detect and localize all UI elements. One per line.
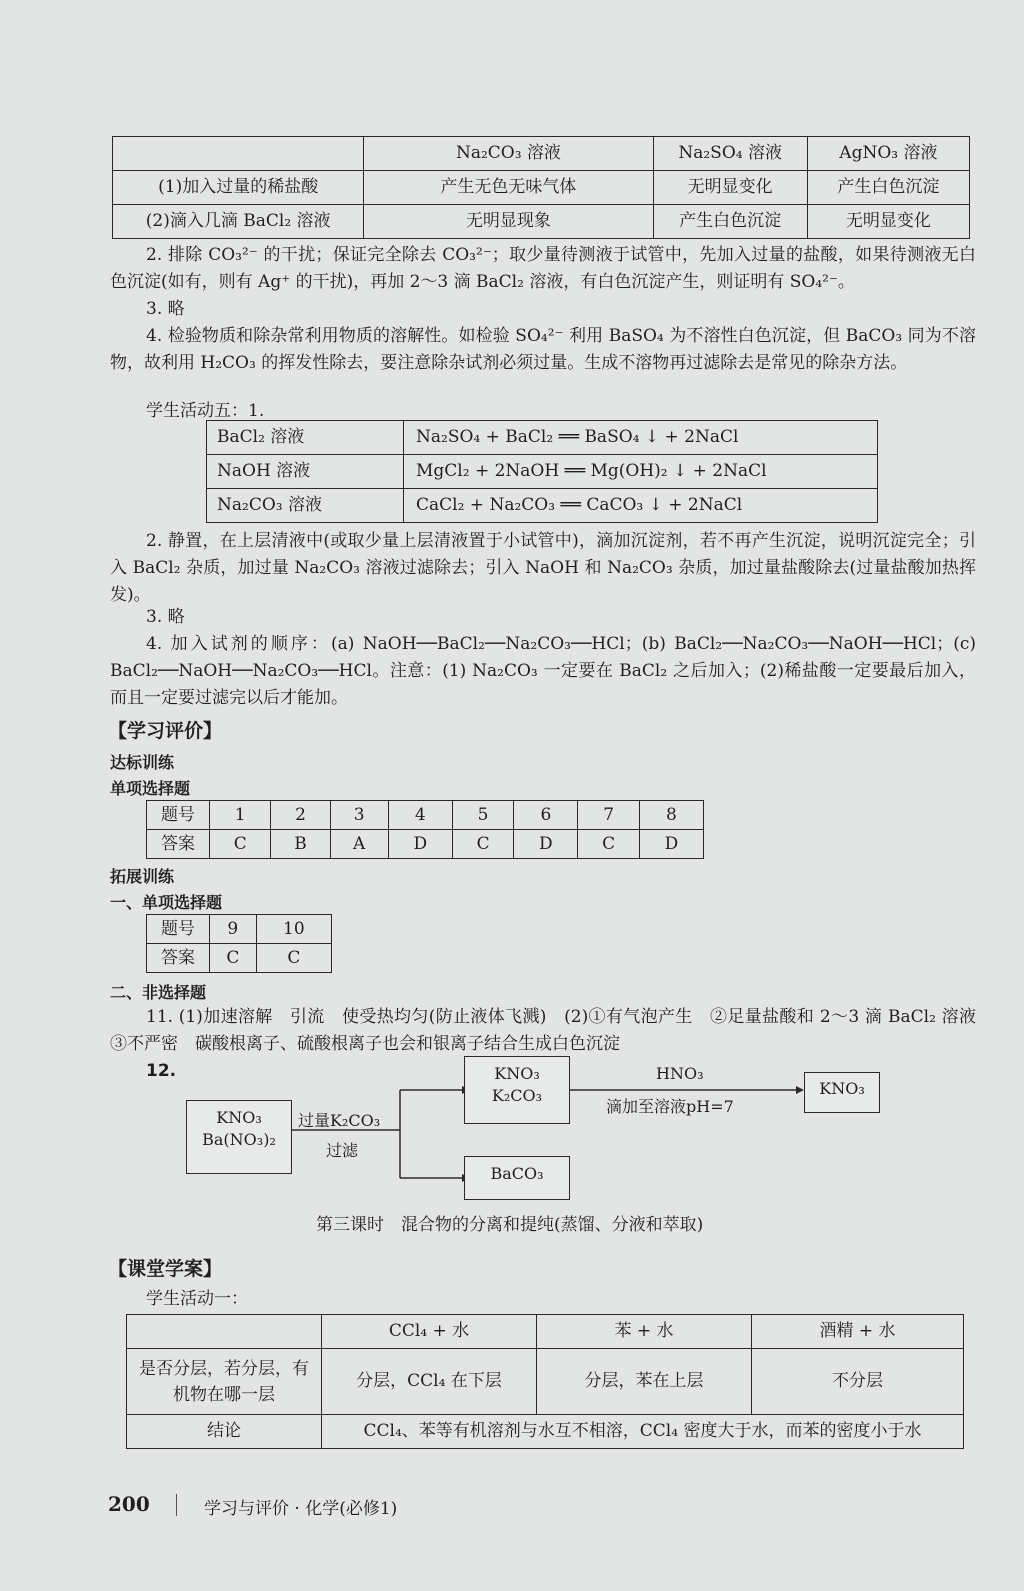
- table-cell: D: [388, 830, 452, 859]
- table-header-cell: 苯 + 水: [537, 1315, 752, 1349]
- table-cell: 答案: [147, 944, 210, 973]
- answer-q11: 11. (1)加速溶解 引流 使受热均匀(防止液体飞溅) (2)①有气泡产生 ②足量盐酸和 2～3 滴 BaCl₂ 溶液 ③不严密 碳酸根离子、硫酸根离子也会和银离子结合生成白色沉淀: [110, 1007, 993, 1054]
- table-cell: 6: [514, 801, 578, 830]
- table-cell: 7: [578, 801, 639, 830]
- table-cell: 分层，苯在上层: [537, 1349, 752, 1415]
- table-header-cell: Na₂SO₄ 溶液: [653, 137, 807, 171]
- activity-1-label: 学生活动一：: [146, 1289, 248, 1309]
- table-cell: 分层，CCl₄ 在下层: [322, 1349, 537, 1415]
- table-cell: (1)加入过量的稀盐酸: [113, 171, 364, 205]
- table-cell: 3: [330, 801, 388, 830]
- table-cell: CCl₄、苯等有机溶剂与水互不相溶，CCl₄ 密度大于水，而苯的密度小于水: [322, 1415, 964, 1449]
- answer-q2: 2. 静置，在上层清液中(或取少量上层清液置于小试管中)，滴加沉淀剂，若不再产生沉淀，说明沉淀完全；引入 BaCl₂ 杂质，加过量 Na₂CO₃ 溶液过滤除去；引入 NaOH 和 Na₂CO₃ 杂质，加过量盐酸除去(过量盐酸加热挥发)。: [110, 531, 976, 605]
- acid-note: 滴加至溶液pH=7: [606, 1097, 734, 1116]
- table-cell: 答案: [147, 830, 210, 859]
- start-line-1: KNO₃: [216, 1108, 262, 1127]
- start-mixture-box: [186, 1100, 292, 1174]
- table-cell: 不分层: [752, 1349, 964, 1415]
- table-cell: C: [452, 830, 513, 859]
- answer-paragraph-2: 2. 排除 CO₃²⁻ 的干扰；保证完全除去 CO₃²⁻；取少量待测液于试管中，先加入过量的盐酸，如果待测液无白色沉淀(如有，则有 Ag⁺ 的干扰)，再加 2～3 滴 BaCl₂ 溶液，有白色沉淀产生，则证明有 SO₄²⁻。: [110, 245, 976, 292]
- answer-q4: 4. 加入试剂的顺序：(a) NaOH──BaCl₂──Na₂CO₃──HCl；(b) BaCl₂──Na₂CO₃──NaOH──HCl；(c) BaCl₂──NaOH──Na₂CO₃──HCl。注意：(1) Na₂CO₃ 一定要在 BaCl₂ 之后加入；(2)稀盐酸一定要最后加入，而且一定要过滤完以后才能加。: [110, 634, 976, 708]
- activity-5-label: 学生活动五：1.: [146, 401, 265, 421]
- table-cell: 无明显变化: [807, 205, 969, 239]
- table-cell: 2: [271, 801, 330, 830]
- table-row-label: 是否分层，若分层，有机物在哪一层: [127, 1349, 322, 1415]
- table-cell: B: [271, 830, 330, 859]
- table-row-label: 结论: [127, 1415, 322, 1449]
- table-header-cell: [127, 1315, 322, 1349]
- table-cell: C: [578, 830, 639, 859]
- final-product-box: [804, 1072, 880, 1113]
- table-cell: C: [210, 944, 257, 973]
- table-cell: NaOH 溶液: [207, 455, 404, 489]
- answer-paragraph-3: 3. 略: [146, 299, 185, 319]
- non-choice-heading: 二、非选择题: [110, 983, 207, 1002]
- table-cell: D: [639, 830, 703, 859]
- table-cell: D: [514, 830, 578, 859]
- table-header-cell: CCl₄ + 水: [322, 1315, 537, 1349]
- arrow-head: [796, 1086, 804, 1094]
- table-cell: 产生白色沉淀: [653, 205, 807, 239]
- table-cell: 4: [388, 801, 452, 830]
- book-title: 学习与评价 · 化学(必修1): [204, 1499, 398, 1519]
- table-cell: BaCl₂ 溶液: [207, 421, 404, 455]
- single-choice-heading: 单项选择题: [110, 779, 191, 798]
- table-cell: C: [210, 830, 271, 859]
- answer-q12-label: 12.: [146, 1061, 177, 1081]
- mid-line-1: KNO₃: [494, 1064, 540, 1083]
- acid-label: HNO₃: [656, 1064, 704, 1083]
- table-header-cell: 酒精 + 水: [752, 1315, 964, 1349]
- extend-training-heading: 拓展训练: [110, 867, 175, 886]
- table-cell: 产生无色无味气体: [364, 171, 653, 205]
- reagent-label: 过量K₂CO₃: [298, 1111, 381, 1130]
- answer-q3: 3. 略: [146, 607, 185, 627]
- table-cell: CaCl₂ + Na₂CO₃ ══ CaCO₃ ↓ + 2NaCl: [404, 489, 878, 523]
- precipitate-label: BaCO₃: [490, 1164, 544, 1183]
- table-cell: C: [256, 944, 331, 973]
- precipitate-box: [464, 1156, 570, 1200]
- table-cell: A: [330, 830, 388, 859]
- page-number: 200: [108, 1492, 150, 1516]
- answer-paragraph-4: 4. 检验物质和除杂常利用物质的溶解性。如检验 SO₄²⁻ 利用 BaSO₄ 为不溶性白色沉淀，但 BaCO₃ 同为不溶物，故利用 H₂CO₃ 的挥发性除去，要注意除杂试剂必须过量。生成不溶物再过滤除去是常见的除杂方法。: [110, 326, 976, 373]
- table-cell: Na₂SO₄ + BaCl₂ ══ BaSO₄ ↓ + 2NaCl: [404, 421, 878, 455]
- start-line-2: Ba(NO₃)₂: [202, 1130, 276, 1149]
- table-cell: MgCl₂ + 2NaOH ══ Mg(OH)₂ ↓ + 2NaCl: [404, 455, 878, 489]
- table-cell: 无明显变化: [653, 171, 807, 205]
- final-label: KNO₃: [819, 1079, 865, 1098]
- filtrate-box: [464, 1056, 570, 1124]
- operation-label: 过滤: [326, 1141, 359, 1160]
- table-cell: 题号: [147, 801, 210, 830]
- table-header-cell: AgNO₃ 溶液: [807, 137, 969, 171]
- table-cell: Na₂CO₃ 溶液: [207, 489, 404, 523]
- table-cell: 题号: [147, 915, 210, 944]
- table-cell: 8: [639, 801, 703, 830]
- section-learning-evaluation: 【学习评价】: [108, 720, 223, 742]
- table-cell: 10: [256, 915, 331, 944]
- table-cell: (2)滴入几滴 BaCl₂ 溶液: [113, 205, 364, 239]
- table-cell: 5: [452, 801, 513, 830]
- table-cell: 1: [210, 801, 271, 830]
- footer-divider: [176, 1494, 177, 1516]
- table-cell: 无明显现象: [364, 205, 653, 239]
- section-class-plan: 【课堂学案】: [108, 1258, 223, 1280]
- ext-single-choice-heading: 一、单项选择题: [110, 893, 223, 912]
- table-header-cell: Na₂CO₃ 溶液: [364, 137, 653, 171]
- lesson-3-title: 第三课时 混合物的分离和提纯(蒸馏、分液和萃取): [316, 1215, 704, 1235]
- extraction-table: [126, 1314, 964, 1449]
- table-cell: 产生白色沉淀: [807, 171, 969, 205]
- standard-training-heading: 达标训练: [110, 753, 175, 772]
- mid-line-2: K₂CO₃: [491, 1086, 543, 1105]
- table-cell: 9: [210, 915, 257, 944]
